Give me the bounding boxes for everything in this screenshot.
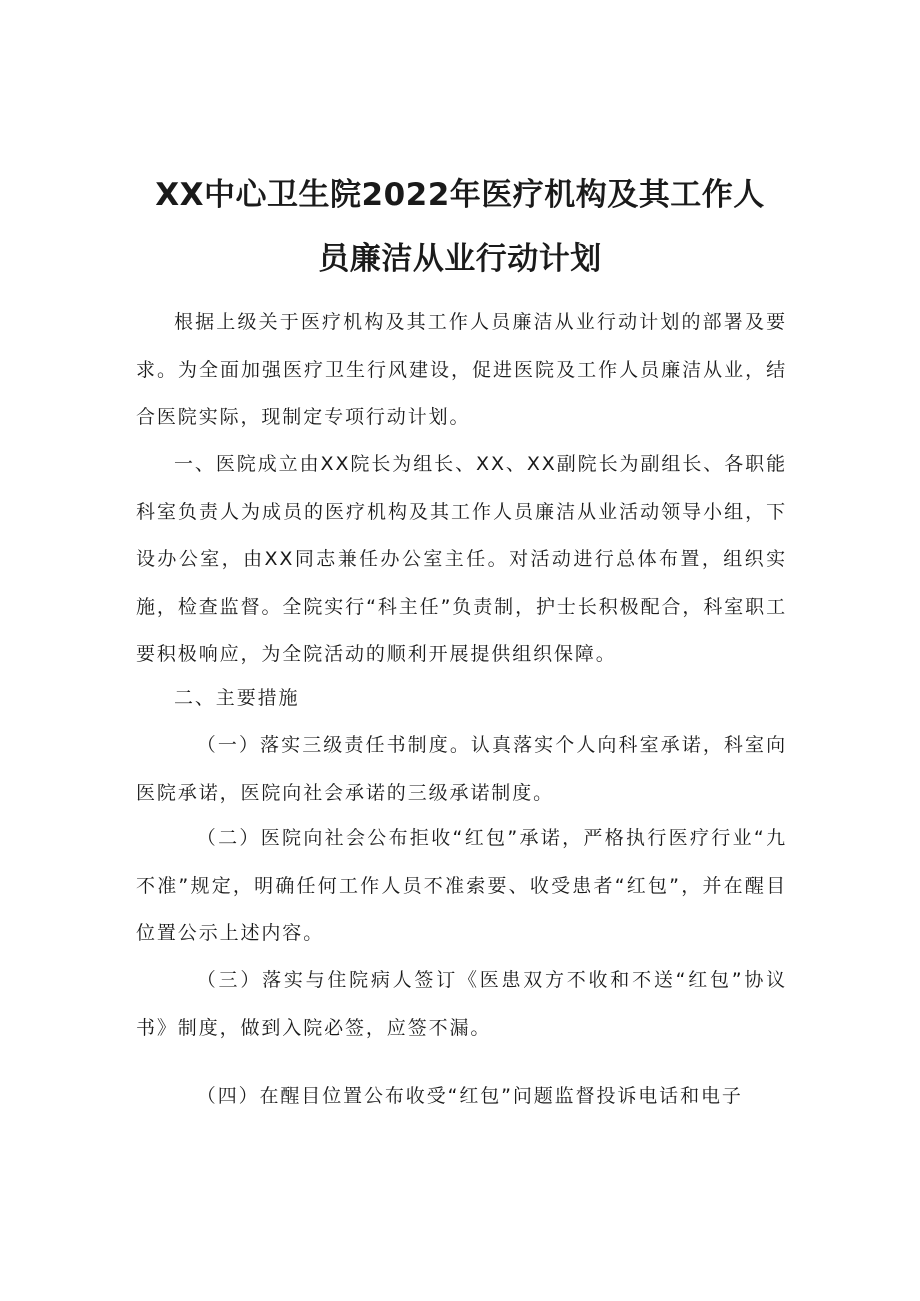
measure-4-paragraph: （四）在醒目位置公布收受“红包”问题监督投诉电话和电子	[196, 1085, 743, 1107]
section-1-paragraph: 一、医院成立由XX院长为组长、XX、XX副院长为副组长、各职能科室负责人为成员的医疗机构及其工作人员廉洁从业活动领导小组，下设办公室，由XX同志兼任办公室主任。对活动进行总体布置，组织实施，检查监督。全院实行“科主任”负责制，护士长积极配合，科室职工要积极响应，为全院活动的顺利开展提供组织保障。	[136, 453, 787, 665]
measure-2-paragraph: （二）医院向社会公布拒收“红包”承诺，严格执行医疗行业“九不准”规定，明确任何工作人员不准索要、收受患者“红包”，并在醒目位置公示上述内容。	[136, 827, 787, 944]
title-line-1: XX中心卫生院2022年医疗机构及其工作人	[155, 177, 765, 213]
measure-1-paragraph: （一）落实三级责任书制度。认真落实个人向科室承诺，科室向医院承诺，医院向社会承诺的三级承诺制度。	[136, 734, 787, 804]
document-title	[100, 163, 820, 291]
title-line-2: 员廉洁从业行动计划	[318, 241, 602, 277]
measure-3-paragraph: （三）落实与住院病人签订《医患双方不收和不送“红包”协议书》制度，做到入院必签，应签不漏。	[136, 969, 787, 1039]
intro-paragraph: 根据上级关于医疗机构及其工作人员廉洁从业行动计划的部署及要求。为全面加强医疗卫生行风建设，促进医院及工作人员廉洁从业，结合医院实际，现制定专项行动计划。	[136, 311, 787, 428]
section-2-heading: 二、主要措施	[174, 687, 300, 709]
